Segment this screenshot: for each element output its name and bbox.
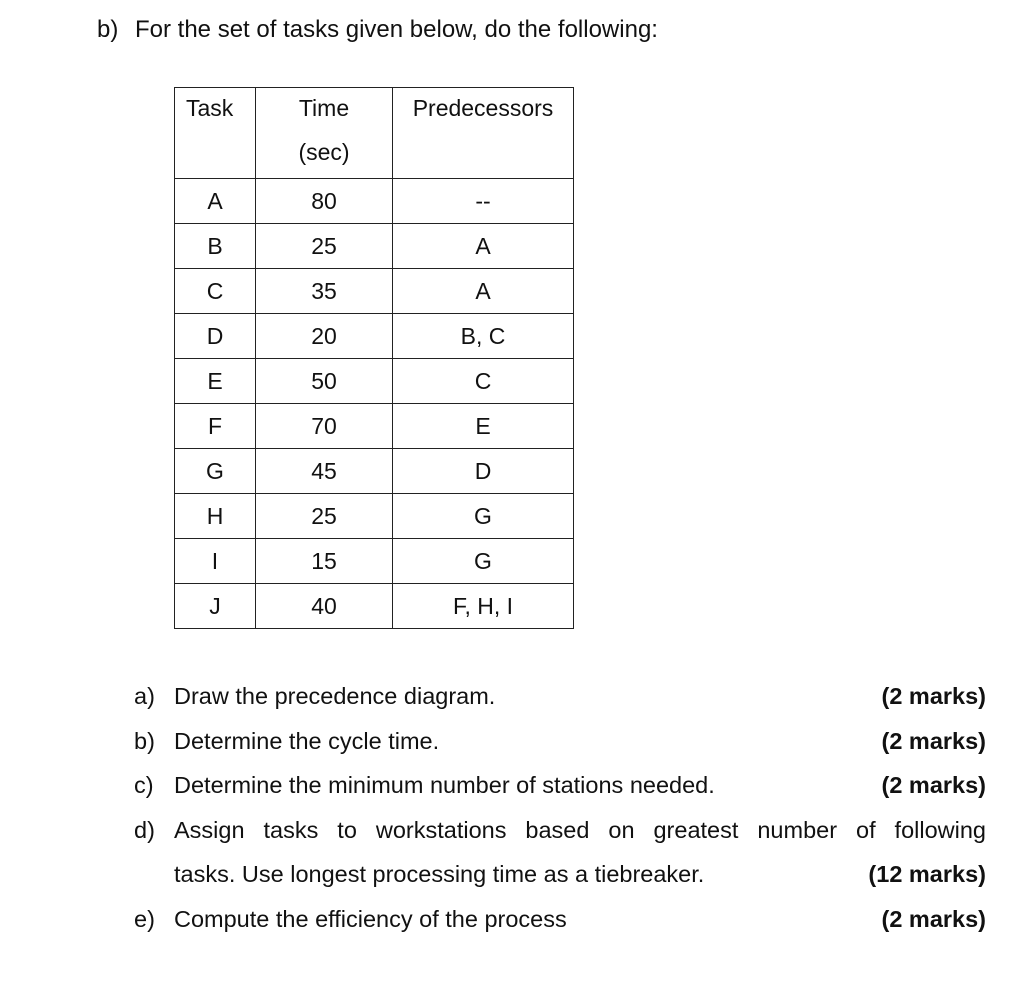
question-text [174,808,986,897]
question-letter: e) [134,905,155,932]
header-task: Task [175,88,256,179]
table-row [175,584,574,629]
table-row [175,449,574,494]
question-letter: b) [134,727,155,754]
header-time-line2: (sec) [298,139,350,165]
question-marks: (2 marks) [881,905,986,932]
question-text: Determine the cycle time. [174,727,440,754]
table-row [175,269,574,314]
section-label: b) [97,16,119,43]
time-cell: 45 [256,449,393,494]
time-cell: 80 [256,179,393,224]
task-cell: A [175,179,256,224]
question-letter: c) [134,772,154,798]
question-marks: (2 marks) [881,772,986,798]
time-cell: 35 [256,269,393,314]
predecessor-cell: -- [393,179,574,224]
time-cell: 25 [256,224,393,269]
table-row [175,539,574,584]
task-cell: B [175,224,256,269]
time-cell: 40 [256,584,393,629]
table-row [175,224,574,269]
header-time-line1: Time [298,95,350,121]
question-text: Draw the precedence diagram. [174,683,496,709]
task-cell: J [175,584,256,629]
question-marks: (2 marks) [881,727,986,754]
question-text-line1: Assign tasks to workstations based on greatest number of following [174,816,986,843]
task-cell: E [175,359,256,404]
question-text-line2: tasks. Use longest processing time as a tiebreaker. [174,861,705,887]
predecessor-cell: C [393,359,574,404]
time-cell: 20 [256,314,393,359]
predecessor-cell: G [393,494,574,539]
predecessor-cell: B, C [393,314,574,359]
table-row [175,359,574,404]
question-b [134,719,986,764]
question-a [134,674,986,719]
time-cell: 70 [256,404,393,449]
section-heading-text: For the set of tasks given below, do the following: [135,16,658,43]
question-text: Determine the minimum number of stations needed. [174,772,715,798]
header-predecessors: Predecessors [393,88,574,179]
section-heading [97,14,658,46]
predecessor-cell: D [393,449,574,494]
task-table [174,87,574,629]
question-e [134,897,986,942]
question-letter: a) [134,683,155,709]
question-d [134,808,986,897]
table-row [175,179,574,224]
predecessor-cell: F, H, I [393,584,574,629]
time-cell: 15 [256,539,393,584]
predecessor-cell: A [393,224,574,269]
question-text: Compute the efficiency of the process [174,905,567,932]
task-cell: F [175,404,256,449]
table-row [175,494,574,539]
predecessor-cell: E [393,404,574,449]
question-letter: d) [134,816,155,843]
table-header-row [175,88,574,179]
question-c [134,763,986,808]
task-cell: G [175,449,256,494]
question-marks: (12 marks) [868,861,986,887]
task-cell: I [175,539,256,584]
task-cell: H [175,494,256,539]
question-marks: (2 marks) [881,683,986,709]
predecessor-cell: A [393,269,574,314]
time-cell: 25 [256,494,393,539]
question-list [134,674,986,941]
predecessor-cell: G [393,539,574,584]
task-cell: C [175,269,256,314]
table-row [175,404,574,449]
table-row [175,314,574,359]
task-cell: D [175,314,256,359]
time-cell: 50 [256,359,393,404]
header-time [256,88,393,179]
